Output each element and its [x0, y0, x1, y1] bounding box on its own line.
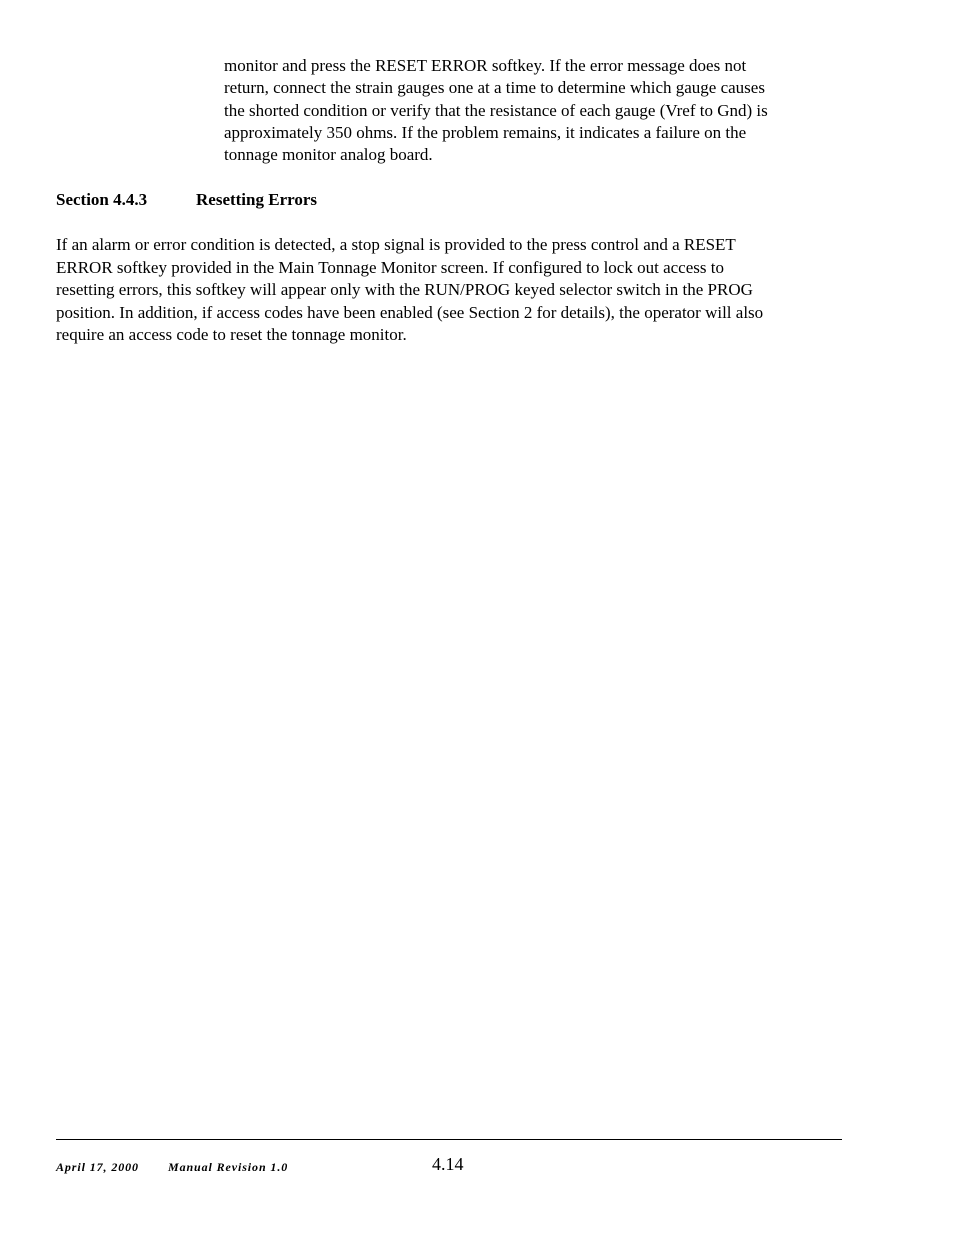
paragraph-line: require an access code to reset the tonnage monitor. [56, 325, 407, 344]
paragraph-line: If an alarm or error condition is detected, a stop signal is provided to the press control and a RESET [56, 235, 736, 254]
paragraph-line: resetting errors, this softkey will appear only with the RUN/PROG keyed selector switch in the PROG [56, 280, 753, 299]
footer-date: April 17, 2000 [56, 1160, 139, 1174]
section-title: Resetting Errors [196, 190, 318, 209]
footer-revision: Manual Revision 1.0 [168, 1160, 289, 1174]
paragraph-line: the shorted condition or verify that the resistance of each gauge (Vref to Gnd) is [224, 100, 768, 120]
section-heading [56, 189, 317, 211]
paragraph-line: return, connect the strain gauges one at a time to determine which gauge causes [224, 78, 765, 98]
paragraph-line: tonnage monitor analog board. [224, 145, 433, 165]
paragraph-line: approximately 350 ohms. If the problem remains, it indicates a failure on the [224, 122, 747, 142]
body-paragraph [56, 234, 846, 347]
paragraph-line: ERROR softkey provided in the Main Tonnage Monitor screen. If configured to lock out access to [56, 257, 724, 277]
paragraph-line: position. In addition, if access codes have been enabled (see Section 2 for details), the operator will also [56, 302, 764, 322]
continuation-paragraph [224, 55, 834, 166]
footer-divider [56, 1139, 842, 1140]
section-number: Section 4.4.3 [56, 190, 148, 209]
paragraph-line: monitor and press the RESET ERROR softkey. If the error message does not [224, 56, 747, 75]
page-number: 4.14 [432, 1154, 464, 1174]
